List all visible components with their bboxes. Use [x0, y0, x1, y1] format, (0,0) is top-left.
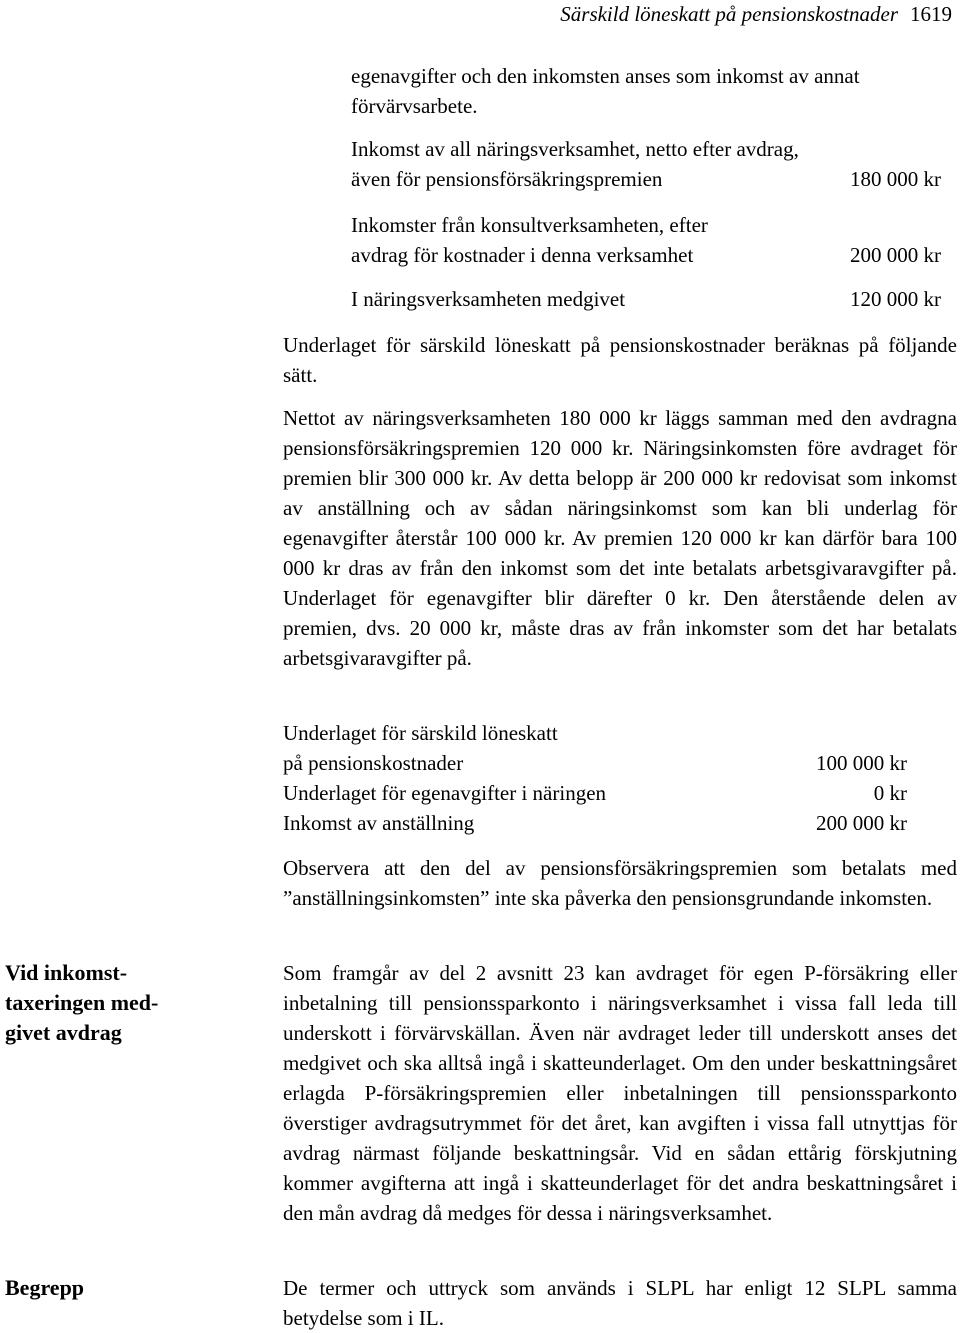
summary-heading: Underlaget för särskild löneskatt	[283, 721, 558, 745]
summary-row	[283, 748, 907, 778]
sidehead-line: givet avdrag	[5, 1020, 122, 1045]
summary-value: 200 000 kr	[816, 811, 907, 835]
summary-label: på pensionskostnader	[283, 751, 464, 775]
summary-label: Underlaget för egenavgifter i näringen	[283, 781, 607, 805]
running-title: Särskild löneskatt på pensionskostnader	[560, 2, 898, 26]
summary-value: 100 000 kr	[816, 751, 907, 775]
sidehead-vid-inkomsttaxeringen	[5, 958, 185, 1048]
paragraph-vid-inkomsttaxeringen: Som framgår av del 2 avsnitt 23 kan avdraget för egen P-försäkring eller inbetalning till pensionssparkonto i näringsverksamhet i vissa fall leda till underskott i förvärvskällan. Även när avdraget leder till underskott anses det medgivet och ska alltså ingå i skatteunderlaget. Om den under beskattningsåret erlagda P-försäkringspremien eller inbetalningen till pensionssparkonto överstiger avdragsutrymmet för det året, kan avgiften i vissa fall utnyttjas för avdrag närmast följande beskattningsår. Vid en sådan ettårig förskjutning kommer avgifterna att ingå i skatteunderlaget för det andra beskattningsåret i den mån avdrag då medges för dessa i näringsverksamhet.	[283, 961, 957, 1225]
example-item	[351, 134, 941, 194]
paragraph-observera: Observera att den del av pensionsförsäkringspremien som betalats med ”anställningsinkomsten” inte ska påverka den pensionsgrundande inkomsten.	[283, 856, 957, 910]
running-header	[0, 0, 952, 32]
intro-line: egenavgifter och den inkomsten anses som inkomst av annat	[351, 64, 860, 88]
example-item-value: 200 000 kr	[850, 243, 941, 267]
example-item-label: Inkomster från konsultverksamheten, efter	[351, 213, 708, 237]
paragraph-underlaget-intro: Underlaget för särskild löneskatt på pensionskostnader beräknas på följande sätt.	[283, 333, 957, 387]
example-item-label: I näringsverksamheten medgivet	[351, 287, 626, 311]
sidehead-begrepp: Begrepp	[5, 1275, 85, 1300]
summary-label: Inkomst av anställning	[283, 811, 475, 835]
summary-value: 0 kr	[873, 781, 907, 805]
summary-row	[283, 778, 907, 808]
intro-line: förvärvsarbete.	[351, 94, 478, 118]
example-item-label: avdrag för kostnader i denna verksamhet	[351, 243, 694, 267]
example-item-label: även för pensionsförsäkringspremien	[351, 167, 663, 191]
paragraph-nettot: Nettot av näringsverksamheten 180 000 kr läggs samman med den avdragna pensionsförsäkringspremien 120 000 kr. Näringsinkomsten före avdraget för premien blir 300 000 kr. Av detta belopp är 200 000 kr redovisat som inkomst av anställning och av sådan näringsinkomst som kan bli underlag för egenavgifter återstår 100 000 kr. Av premien 120 000 kr kan därför bara 100 000 kr dras av från den inkomst som det inte betalats arbetsgivaravgifter på. Underlaget för egenavgifter blir därefter 0 kr. Den återstående delen av premien, dvs. 20 000 kr, måste dras av från inkomster som det har betalats arbetsgivaravgifter på.	[283, 406, 957, 670]
sidehead-line: taxeringen med-	[5, 990, 159, 1015]
summary-row	[283, 808, 907, 838]
paragraph-begrepp: De termer och uttryck som används i SLPL har enligt 12 SLPL samma betydelse som i IL.	[283, 1276, 957, 1330]
example-item	[351, 284, 941, 314]
sidehead-line: Vid inkomst-	[5, 960, 128, 985]
example-item-value: 120 000 kr	[850, 287, 941, 311]
example-item-value: 180 000 kr	[850, 167, 941, 191]
page-number: 1619	[910, 2, 952, 26]
summary-heading-row	[283, 718, 907, 748]
intro-paragraph	[351, 61, 941, 121]
example-item	[351, 210, 941, 270]
example-item-label: Inkomst av all näringsverksamhet, netto efter avdrag,	[351, 137, 799, 161]
